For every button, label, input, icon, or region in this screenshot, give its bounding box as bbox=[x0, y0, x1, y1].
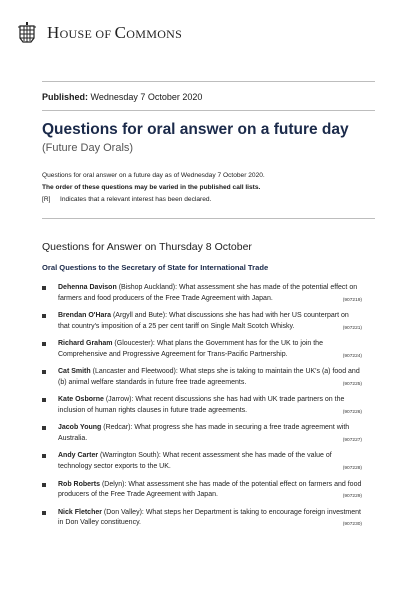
question-item: Andy Carter (Warrington South): What recent assessment she has made of the value of technology sector exports to the UK. (907228) bbox=[42, 451, 362, 472]
bullet-icon bbox=[42, 342, 46, 346]
question-ref: (907219) bbox=[342, 297, 362, 303]
bullet-icon bbox=[42, 314, 46, 318]
bullet-icon bbox=[42, 370, 46, 374]
bullet-icon bbox=[42, 398, 46, 402]
org-title: HOUSE OF COMMONS bbox=[47, 23, 183, 42]
page-header bbox=[17, 18, 182, 48]
question-list bbox=[42, 283, 362, 536]
bullet-icon bbox=[42, 286, 46, 290]
published-line: Published: Wednesday 7 October 2020 bbox=[42, 92, 203, 102]
question-item: Rob Roberts (Delyn): What assessment she has made of the potential effect on farmers and food producers of the Free Trade Agreement with Japan. (907229) bbox=[42, 480, 362, 501]
note-line: The order of these questions may be varied in the published call lists. bbox=[42, 184, 261, 191]
divider bbox=[42, 218, 375, 219]
divider bbox=[42, 81, 375, 82]
note-line: Questions for oral answer on a future day as of Wednesday 7 October 2020. bbox=[42, 172, 265, 179]
question-item: Nick Fletcher (Don Valley): What steps her Department is taking to encourage foreign investment in Don Valley constituency. (907230) bbox=[42, 508, 362, 529]
question-item: Cat Smith (Lancaster and Fleetwood): What steps she is taking to maintain the UK's (a) food and (b) animal welfare standards in future free trade agreements. (907225) bbox=[42, 367, 362, 388]
notes-block bbox=[42, 170, 372, 206]
question-ref: (907221) bbox=[342, 325, 362, 331]
divider bbox=[42, 110, 375, 111]
question-ref: (907224) bbox=[342, 353, 362, 359]
question-item: Jacob Young (Redcar): What progress she has made in securing a free trade agreement with Australia. (907227) bbox=[42, 423, 362, 444]
question-item: Brendan O'Hara (Argyll and Bute): What discussions she has had with her US counterpart on that country's imposition of a 25 per cent tariff on Single Malt Scotch Whisky. (907221) bbox=[42, 311, 362, 332]
question-ref: (907229) bbox=[342, 494, 362, 500]
question-ref: (907226) bbox=[342, 409, 362, 415]
question-item: Richard Graham (Gloucester): What plans the Government has for the UK to join the Comprehensive and Progressive Agreement for Trans-Pacific Partnership. (907224) bbox=[42, 339, 362, 360]
bullet-icon bbox=[42, 511, 46, 515]
bullet-icon bbox=[42, 454, 46, 458]
note-line: [R] Indicates that a relevant interest has been declared. bbox=[42, 196, 212, 203]
section-subheading: Oral Questions to the Secretary of State for International Trade bbox=[42, 263, 269, 272]
question-ref: (907228) bbox=[342, 466, 362, 472]
bullet-icon bbox=[42, 426, 46, 430]
portcullis-icon bbox=[17, 22, 37, 44]
section-heading: Questions for Answer on Thursday 8 October bbox=[42, 241, 252, 253]
question-ref: (907230) bbox=[342, 522, 362, 528]
bullet-icon bbox=[42, 483, 46, 487]
page-title: Questions for oral answer on a future day bbox=[42, 121, 349, 138]
question-ref: (907227) bbox=[342, 437, 362, 443]
question-item: Kate Osborne (Jarrow): What recent discussions she has had with UK trade partners on the inclusion of human rights clauses in future trade agreements. (907226) bbox=[42, 395, 362, 416]
question-item: Dehenna Davison (Bishop Auckland): What assessment she has made of the potential effect on farmers and food producers of the Free Trade Agreement with Japan. (907219) bbox=[42, 283, 362, 304]
page-subtitle: (Future Day Orals) bbox=[42, 142, 134, 154]
question-ref: (907225) bbox=[342, 381, 362, 387]
